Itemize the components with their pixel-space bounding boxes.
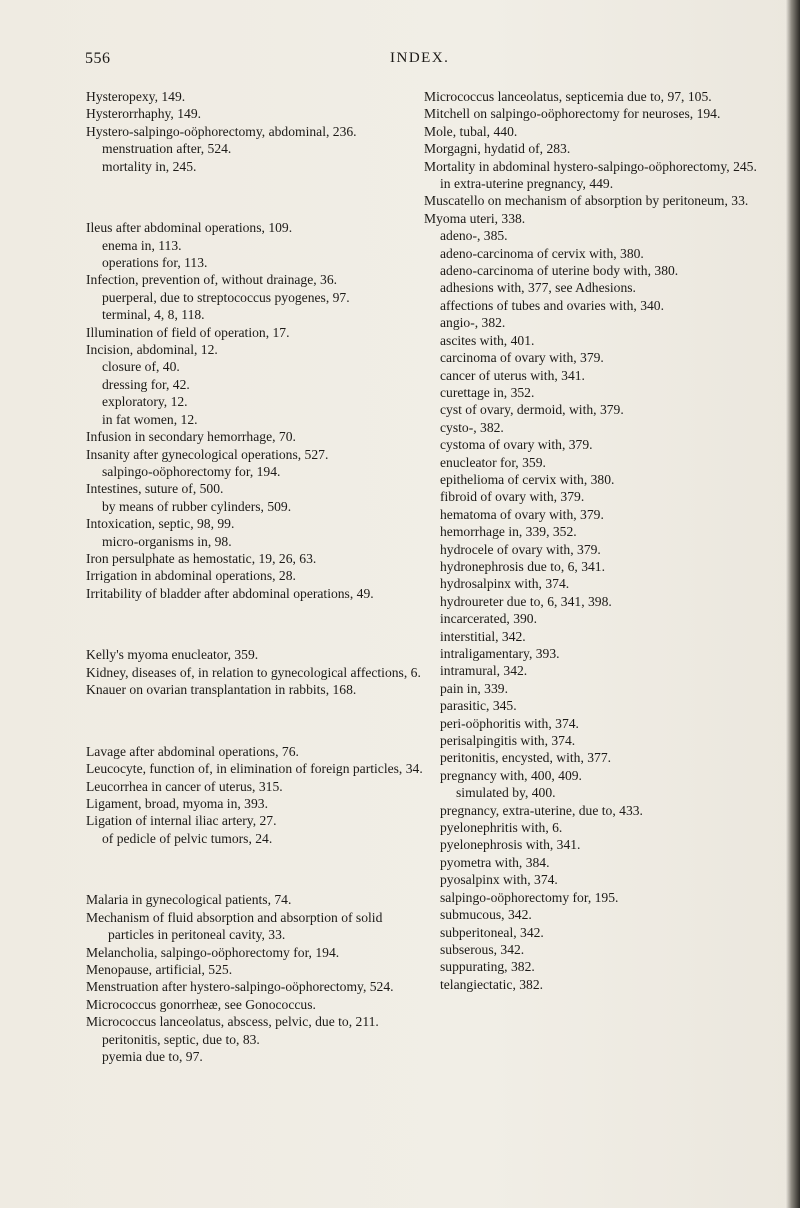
index-subentry: operations for, 113. xyxy=(102,255,208,271)
page-number: 556 xyxy=(85,50,111,67)
index-subentry: pyometra with, 384. xyxy=(440,854,550,870)
index-subentry: submucous, 342. xyxy=(440,907,532,923)
index-subentry: enucleator for, 359. xyxy=(440,454,546,470)
index-entry: Micrococcus gonorrheæ, see Gonococcus. xyxy=(86,996,316,1012)
index-subentry: pregnancy with, 400, 409. xyxy=(440,767,582,783)
index-subentry: closure of, 40. xyxy=(102,359,180,375)
entry-spacer xyxy=(86,861,431,878)
index-subentry: puerperal, due to streptococcus pyogenes, 97. xyxy=(102,289,350,305)
index-entry: Micrococcus lanceolatus, abscess, pelvic, due to, 211. xyxy=(86,1014,379,1030)
index-subentry: cyst of ovary, dermoid, with, 379. xyxy=(440,402,624,418)
index-entry: Irrigation in abdominal operations, 28. xyxy=(86,568,296,584)
index-subentry: adeno-, 385. xyxy=(440,228,508,244)
index-subentry: affections of tubes and ovaries with, 340. xyxy=(440,297,664,313)
index-entry: Mole, tubal, 440. xyxy=(424,123,518,139)
index-subentry: micro-organisms in, 98. xyxy=(102,533,232,549)
index-entry: Menopause, artificial, 525. xyxy=(86,962,233,977)
index-subentry: hydroureter due to, 6, 341, 398. xyxy=(440,593,612,609)
index-subentry: pain in, 339. xyxy=(440,680,508,696)
index-entry: Muscatello on mechanism of absorption by peritoneum, 33. xyxy=(424,193,749,209)
index-subentry: fibroid of ovary with, 379. xyxy=(440,489,585,505)
index-entry: Myoma uteri, 338. xyxy=(424,210,526,226)
index-entry: Ligation of internal iliac artery, 27. xyxy=(86,813,277,829)
index-subentry: peritonitis, encysted, with, 377. xyxy=(440,750,612,766)
index-entry: Micrococcus lanceolatus, septicemia due to, 97, 105. xyxy=(424,89,712,104)
index-subentry: intramural, 342. xyxy=(440,663,528,679)
index-entry: Hysteropexy, 149. xyxy=(86,89,186,104)
index-subentry: enema in, 113. xyxy=(102,237,182,253)
index-entry: Mitchell on salpingo-oöphorectomy for neuroses, 194. xyxy=(424,106,721,122)
running-head: INDEX. xyxy=(390,50,450,66)
page-header xyxy=(85,50,785,70)
index-entry: Intoxication, septic, 98, 99. xyxy=(86,516,235,532)
index-subentry: pyelonephrosis with, 341. xyxy=(440,837,581,853)
index-subentry: hydrocele of ovary with, 379. xyxy=(440,541,601,557)
index-subentry: by means of rubber cylinders, 509. xyxy=(102,498,292,514)
index-subentry: peri-oöphoritis with, 374. xyxy=(440,715,579,731)
entry-spacer xyxy=(86,189,431,206)
index-subentry: hematoma of ovary with, 379. xyxy=(440,506,604,522)
index-subentry: pyemia due to, 97. xyxy=(102,1049,203,1065)
index-subentry: epithelioma of cervix with, 380. xyxy=(440,471,615,487)
index-entry: Knauer on ovarian transplantation in rabbits, 168. xyxy=(86,682,357,698)
index-entry: Hystero-salpingo-oöphorectomy, abdominal, 236. xyxy=(86,123,357,139)
index-subentry: pyelonephritis with, 6. xyxy=(440,820,563,836)
index-subentry: peritonitis, septic, due to, 83. xyxy=(102,1031,260,1047)
index-entry: Malaria in gynecological patients, 74. xyxy=(86,892,292,908)
entry-spacer xyxy=(86,616,431,633)
index-entry: Infusion in secondary hemorrhage, 70. xyxy=(86,429,296,445)
index-entry: Morgagni, hydatid of, 283. xyxy=(424,141,571,157)
index-subentry: in fat women, 12. xyxy=(102,411,198,427)
index-entry: Infection, prevention of, without drainage, 36. xyxy=(86,272,338,288)
entry-spacer xyxy=(86,712,431,729)
index-entry: Mechanism of fluid absorption and absorption of solid particles in peritoneal cavity, 33. xyxy=(86,909,383,943)
index-subentry: adhesions with, 377, see Adhesions. xyxy=(440,280,636,296)
index-entry: Mortality in abdominal hystero-salpingo-oöphorectomy, 245. xyxy=(424,158,757,174)
index-subentry: terminal, 4, 8, 118. xyxy=(102,307,205,323)
index-subentry: hydrosalpinx with, 374. xyxy=(440,576,570,592)
index-entry: Illumination of field of operation, 17. xyxy=(86,324,290,340)
index-subentry: mortality in, 245. xyxy=(102,158,197,174)
index-subentry: subperitoneal, 342. xyxy=(440,924,544,940)
index-subentry: curettage in, 352. xyxy=(440,384,535,400)
index-subentry: incarcerated, 390. xyxy=(440,611,537,627)
index-entry: Leucorrhea in cancer of uterus, 315. xyxy=(86,778,283,794)
index-subentry: salpingo-oöphorectomy for, 194. xyxy=(102,463,281,479)
index-subentry: pyosalpinx with, 374. xyxy=(440,872,558,888)
index-entry: Kelly's myoma enucleator, 359. xyxy=(86,647,259,663)
index-entry: Kidney, diseases of, in relation to gynecological affections, 6. xyxy=(86,664,421,680)
index-entry: Hysterorrhaphy, 149. xyxy=(86,106,202,122)
index-subentry: menstruation after, 524. xyxy=(102,141,232,157)
index-subentry: carcinoma of ovary with, 379. xyxy=(440,350,604,366)
index-subentry: exploratory, 12. xyxy=(102,394,188,410)
index-subentry: subserous, 342. xyxy=(440,941,525,957)
index-column-right xyxy=(424,88,776,993)
index-subentry: of pedicle of pelvic tumors, 24. xyxy=(102,830,273,846)
index-entry: Ligament, broad, myoma in, 393. xyxy=(86,795,268,811)
index-subentry: simulated by, 400. xyxy=(456,785,556,801)
index-subentry: hemorrhage in, 339, 352. xyxy=(440,524,577,540)
index-entry: Ileus after abdominal operations, 109. xyxy=(86,220,293,236)
index-subentry: perisalpingitis with, 374. xyxy=(440,733,576,749)
index-subentry: adeno-carcinoma of cervix with, 380. xyxy=(440,245,644,261)
index-entry: Lavage after abdominal operations, 76. xyxy=(86,743,299,759)
index-entry: Melancholia, salpingo-oöphorectomy for, 194. xyxy=(86,944,340,960)
index-subentry: interstitial, 342. xyxy=(440,628,526,644)
index-entry: Leucocyte, function of, in elimination of foreign particles, 34. xyxy=(86,761,423,777)
index-column-left xyxy=(86,88,431,1065)
index-subentry: in extra-uterine pregnancy, 449. xyxy=(440,176,614,192)
index-subentry: salpingo-oöphorectomy for, 195. xyxy=(440,889,619,905)
index-subentry: hydronephrosis due to, 6, 341. xyxy=(440,558,605,574)
index-entry: Insanity after gynecological operations, 527. xyxy=(86,446,329,462)
index-subentry: parasitic, 345. xyxy=(440,698,517,714)
page-edge-shadow xyxy=(786,0,800,1208)
index-entry: Intestines, suture of, 500. xyxy=(86,481,224,497)
index-entry: Incision, abdominal, 12. xyxy=(86,342,218,358)
index-subentry: dressing for, 42. xyxy=(102,376,190,392)
index-subentry: cancer of uterus with, 341. xyxy=(440,367,585,383)
index-subentry: cysto-, 382. xyxy=(440,419,504,435)
index-subentry: intraligamentary, 393. xyxy=(440,646,560,661)
index-subentry: cystoma of ovary with, 379. xyxy=(440,437,593,453)
index-entry: Irritability of bladder after abdominal operations, 49. xyxy=(86,585,374,601)
index-subentry: angio-, 382. xyxy=(440,315,506,331)
index-subentry: telangiectatic, 382. xyxy=(440,976,544,992)
index-subentry: suppurating, 382. xyxy=(440,959,535,975)
index-entry: Menstruation after hystero-salpingo-oöphorectomy, 524. xyxy=(86,979,394,995)
index-subentry: adeno-carcinoma of uterine body with, 380. xyxy=(440,263,679,279)
index-subentry: pregnancy, extra-uterine, due to, 433. xyxy=(440,802,643,818)
index-subentry: ascites with, 401. xyxy=(440,332,535,348)
index-entry: Iron persulphate as hemostatic, 19, 26, 63. xyxy=(86,550,317,566)
